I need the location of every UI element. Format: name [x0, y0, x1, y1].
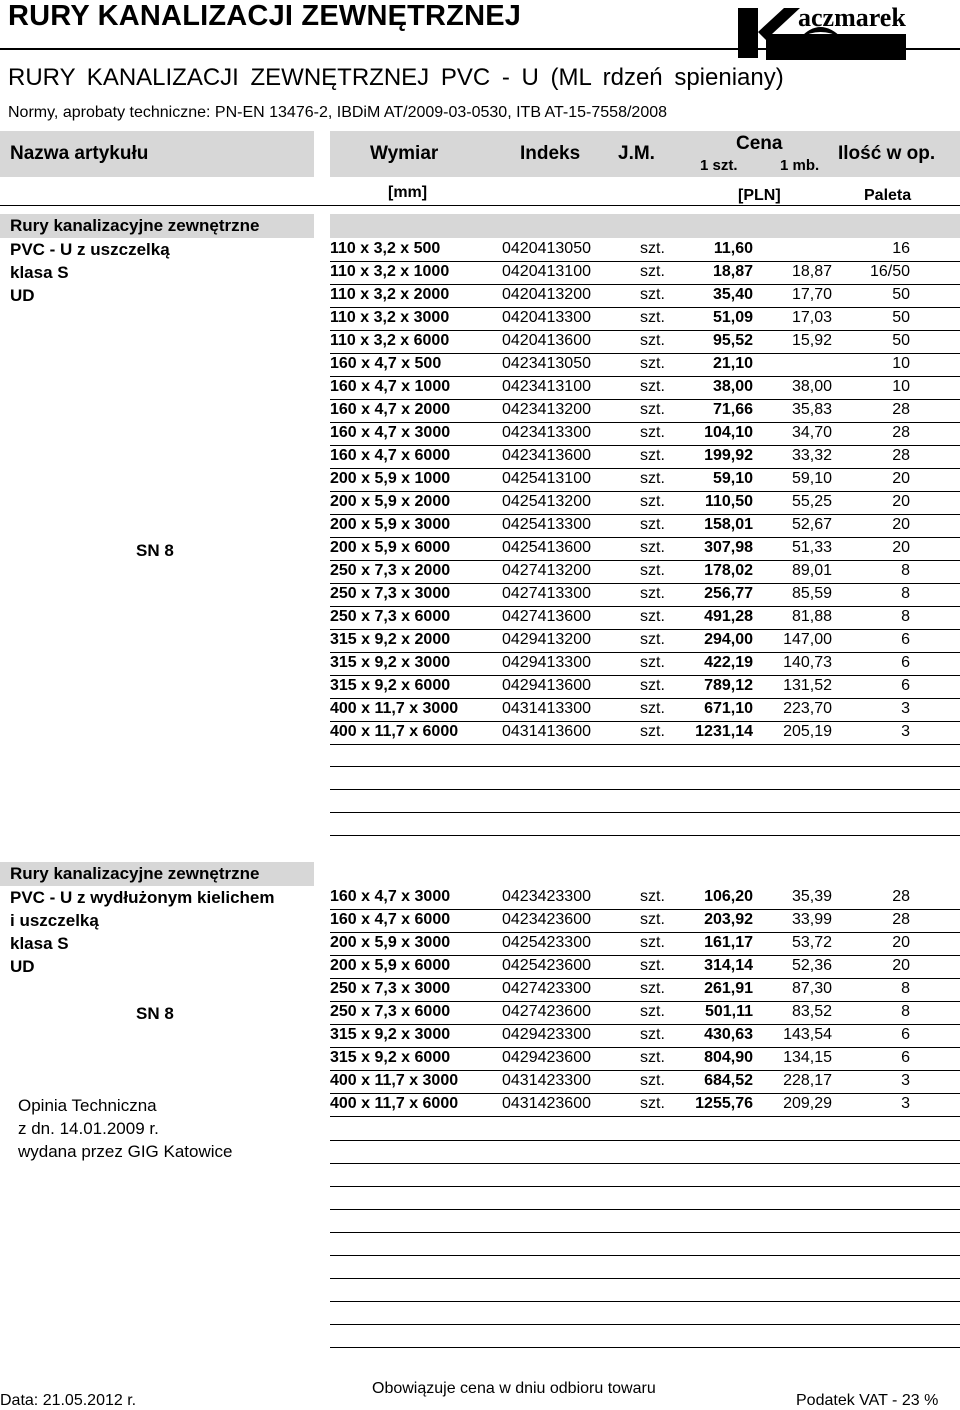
price-meter-cell: 83,52	[791, 1003, 832, 1020]
unit-cell: szt.	[640, 654, 665, 671]
price-meter-cell: 87,30	[791, 980, 832, 997]
table-row	[330, 353, 960, 377]
pallet-cell: 10	[892, 378, 910, 395]
pallet-cell: 16	[892, 240, 910, 257]
table-row	[330, 1093, 960, 1117]
subtitle: RURY KANALIZACJI ZEWNĘTRZNEJ PVC - U (ML rdzeń spieniany)	[8, 64, 784, 91]
col-price: Cena	[736, 133, 783, 154]
kaczmarek-logo	[738, 4, 906, 60]
price-piece-cell: 11,60	[713, 240, 753, 257]
pallet-cell: 20	[892, 957, 910, 974]
unit-cell: szt.	[640, 493, 665, 510]
price-meter-cell: 15,92	[791, 332, 832, 349]
pallet-cell: 6	[901, 677, 910, 694]
unit-cell: szt.	[640, 516, 665, 533]
unit-paleta: Paleta	[864, 187, 912, 204]
dimension-cell: 250 x 7,3 x 6000	[330, 1003, 451, 1020]
table-row	[330, 1024, 960, 1048]
pallet-cell: 8	[901, 585, 910, 602]
table-row	[330, 330, 960, 354]
dimension-cell: 110 x 3,2 x 6000	[330, 332, 450, 349]
table-row	[330, 238, 960, 262]
unit-cell: szt.	[640, 470, 665, 487]
dimension-cell: 200 x 5,9 x 6000	[330, 539, 451, 556]
pallet-cell: 6	[901, 1026, 910, 1043]
index-cell: 0425413600	[502, 539, 591, 556]
dimension-cell: 160 x 4,7 x 6000	[330, 911, 451, 928]
price-meter-cell: 205,19	[783, 723, 832, 740]
price-meter-cell: 89,01	[791, 562, 832, 579]
unit-cell: szt.	[640, 1026, 665, 1043]
unit-cell: szt.	[640, 631, 665, 648]
dimension-cell: 200 x 5,9 x 3000	[330, 934, 451, 951]
table-row	[330, 261, 960, 285]
price-piece-cell: 1255,76	[695, 1095, 753, 1112]
dimension-cell: 200 x 5,9 x 6000	[330, 957, 451, 974]
pallet-cell: 50	[892, 309, 910, 326]
index-cell: 0423413200	[502, 401, 591, 418]
index-cell: 0427423300	[502, 980, 591, 997]
index-cell: 0425413300	[502, 516, 591, 533]
empty-row-line	[330, 1163, 960, 1164]
col-dim: Wymiar	[370, 143, 439, 164]
pallet-cell: 16/50	[869, 263, 910, 280]
table-row	[330, 886, 960, 910]
price-meter-cell: 34,70	[791, 424, 832, 441]
dimension-cell: 160 x 4,7 x 6000	[330, 447, 451, 464]
empty-row-line	[330, 766, 960, 767]
group1-line: PVC - U z uszczelką	[10, 240, 170, 259]
unit-cell: szt.	[640, 585, 665, 602]
pallet-cell: 20	[892, 934, 910, 951]
unit-cell: szt.	[640, 723, 665, 740]
price-meter-cell: 228,17	[783, 1072, 832, 1089]
table-row	[330, 468, 960, 492]
dimension-cell: 250 x 7,3 x 3000	[330, 585, 451, 602]
dimension-cell: 400 x 11,7 x 6000	[330, 723, 459, 740]
group2-line: klasa S	[10, 934, 69, 953]
price-meter-cell: 52,67	[791, 516, 832, 533]
dimension-cell: 315 x 9,2 x 3000	[330, 654, 451, 671]
index-cell: 0429423300	[502, 1026, 591, 1043]
index-cell: 0423413600	[502, 447, 591, 464]
table-row	[330, 422, 960, 446]
dimension-cell: 315 x 9,2 x 6000	[330, 677, 451, 694]
unit-cell: szt.	[640, 240, 665, 257]
price-meter-cell: 33,99	[791, 911, 832, 928]
dimension-cell: 250 x 7,3 x 2000	[330, 562, 451, 579]
price-piece-cell: 38,00	[712, 378, 753, 395]
page-title: RURY KANALIZACJI ZEWNĘTRZNEJ	[8, 0, 522, 32]
pallet-cell: 20	[892, 516, 910, 533]
dimension-cell: 160 x 4,7 x 2000	[330, 401, 451, 418]
price-piece-cell: 789,12	[704, 677, 753, 694]
price-meter-cell: 33,32	[791, 447, 832, 464]
col-price-1: 1 szt.	[700, 157, 738, 174]
svg-text:aczmarek: aczmarek	[798, 4, 906, 32]
pallet-cell: 3	[901, 1072, 910, 1089]
price-piece-cell: 95,52	[712, 332, 753, 349]
table-row	[330, 698, 960, 722]
price-meter-cell: 17,03	[791, 309, 832, 326]
unit-cell: szt.	[640, 332, 665, 349]
index-cell: 0423423600	[502, 911, 591, 928]
pallet-cell: 8	[901, 608, 910, 625]
index-cell: 0423413050	[502, 355, 591, 372]
unit-cell: szt.	[640, 263, 665, 280]
price-meter-cell: 51,33	[791, 539, 832, 556]
table-row	[330, 932, 960, 956]
unit-cell: szt.	[640, 355, 665, 372]
index-cell: 0423413100	[502, 378, 591, 395]
table-row	[330, 1001, 960, 1025]
empty-row-line	[330, 1301, 960, 1302]
pallet-cell: 3	[901, 723, 910, 740]
pallet-cell: 3	[901, 700, 910, 717]
price-piece-cell: 261,91	[704, 980, 753, 997]
unit-cell: szt.	[640, 1072, 665, 1089]
index-cell: 0431413300	[502, 700, 591, 717]
price-piece-cell: 671,10	[704, 700, 753, 717]
unit-cell: szt.	[640, 309, 665, 326]
empty-row-line	[330, 1186, 960, 1187]
price-piece-cell: 422,19	[704, 654, 753, 671]
pallet-cell: 20	[892, 493, 910, 510]
price-piece-cell: 18,87	[712, 263, 753, 280]
price-piece-cell: 256,77	[704, 585, 753, 602]
unit-cell: szt.	[640, 401, 665, 418]
empty-row-line	[330, 789, 960, 790]
empty-row-line	[330, 812, 960, 813]
empty-row-line	[330, 835, 960, 836]
dimension-cell: 200 x 5,9 x 1000	[330, 470, 451, 487]
table-row	[330, 606, 960, 630]
price-piece-cell: 110,50	[704, 493, 753, 510]
header-divider	[0, 48, 960, 50]
price-meter-cell: 35,83	[791, 401, 832, 418]
dimension-cell: 400 x 11,7 x 3000	[330, 1072, 459, 1089]
price-meter-cell: 59,10	[791, 470, 832, 487]
col-index: Indeks	[520, 143, 581, 164]
col-name: Nazwa artykułu	[10, 143, 149, 164]
table-row	[330, 491, 960, 515]
unit-cell: szt.	[640, 562, 665, 579]
price-meter-cell: 143,54	[783, 1026, 832, 1043]
pallet-cell: 3	[901, 1095, 910, 1112]
price-meter-cell: 55,25	[791, 493, 832, 510]
index-cell: 0425413100	[502, 470, 591, 487]
table-row	[330, 376, 960, 400]
price-meter-cell: 134,15	[783, 1049, 832, 1066]
unit-cell: szt.	[640, 286, 665, 303]
group2-title: Rury kanalizacyjne zewnętrzne	[10, 864, 260, 883]
table-row	[330, 583, 960, 607]
index-cell: 0425413200	[502, 493, 591, 510]
pallet-cell: 6	[901, 654, 910, 671]
index-cell: 0427413200	[502, 562, 591, 579]
price-piece-cell: 491,28	[704, 608, 753, 625]
group1-sn: SN 8	[136, 541, 174, 560]
index-cell: 0431413600	[502, 723, 591, 740]
index-cell: 0431423600	[502, 1095, 591, 1112]
index-cell: 0420413300	[502, 309, 591, 326]
empty-row-line	[330, 1140, 960, 1141]
unit-cell: szt.	[640, 608, 665, 625]
unit-cell: szt.	[640, 980, 665, 997]
pallet-cell: 6	[901, 1049, 910, 1066]
price-piece-cell: 314,14	[704, 957, 753, 974]
price-piece-cell: 684,52	[704, 1072, 753, 1089]
dimension-cell: 315 x 9,2 x 6000	[330, 1049, 451, 1066]
table-row	[330, 445, 960, 469]
table-row	[330, 514, 960, 538]
pallet-cell: 20	[892, 470, 910, 487]
group1-line: klasa S	[10, 263, 69, 282]
price-piece-cell: 158,01	[704, 516, 753, 533]
table-row	[330, 675, 960, 699]
pallet-cell: 20	[892, 539, 910, 556]
dimension-cell: 110 x 3,2 x 1000	[330, 263, 450, 280]
price-meter-cell: 18,87	[791, 263, 832, 280]
price-piece-cell: 203,92	[704, 911, 753, 928]
col-price-2: 1 mb.	[780, 157, 820, 174]
unit-cell: szt.	[640, 911, 665, 928]
dimension-cell: 160 x 4,7 x 3000	[330, 888, 451, 905]
unit-cell: szt.	[640, 957, 665, 974]
price-piece-cell: 104,10	[704, 424, 753, 441]
price-piece-cell: 71,66	[712, 401, 753, 418]
table-row	[330, 560, 960, 584]
table-row	[330, 629, 960, 653]
dimension-cell: 160 x 4,7 x 500	[330, 355, 442, 372]
index-cell: 0427423600	[502, 1003, 591, 1020]
price-meter-cell: 147,00	[783, 631, 832, 648]
table-row	[330, 652, 960, 676]
footer-validity: Obowiązuje cena w dniu odbioru towaru	[372, 1380, 656, 1397]
dimension-cell: 200 x 5,9 x 3000	[330, 516, 451, 533]
index-cell: 0427413300	[502, 585, 591, 602]
empty-row-line	[330, 1278, 960, 1279]
group2-line: i uszczelką	[10, 911, 99, 930]
price-piece-cell: 106,20	[704, 888, 753, 905]
table-row	[330, 955, 960, 979]
dimension-cell: 160 x 4,7 x 1000	[330, 378, 451, 395]
unit-cell: szt.	[640, 1003, 665, 1020]
group1-title: Rury kanalizacyjne zewnętrzne	[10, 216, 260, 235]
group2-sn: SN 8	[136, 1004, 174, 1023]
norms-text: Normy, aprobaty techniczne: PN-EN 13476-2, IBDiM AT/2009-03-0530, ITB AT-15-7558/2008	[8, 104, 668, 121]
price-piece-cell: 35,40	[712, 286, 753, 303]
unit-cell: szt.	[640, 424, 665, 441]
index-cell: 0423423300	[502, 888, 591, 905]
unit-cell: szt.	[640, 677, 665, 694]
price-meter-cell: 35,39	[791, 888, 832, 905]
table-row	[330, 978, 960, 1002]
opinion-line: Opinia Techniczna	[18, 1096, 157, 1115]
unit-cell: szt.	[640, 1095, 665, 1112]
pallet-cell: 8	[901, 562, 910, 579]
pallet-cell: 28	[892, 401, 910, 418]
group1-line: UD	[10, 286, 35, 305]
price-piece-cell: 294,00	[704, 631, 753, 648]
empty-row-line	[330, 1347, 960, 1348]
col-qty: Ilość w op.	[838, 143, 936, 164]
footer-vat: Podatek VAT - 23 %	[796, 1392, 939, 1409]
pallet-cell: 28	[892, 424, 910, 441]
table-row	[330, 537, 960, 561]
table-row	[330, 399, 960, 423]
dimension-cell: 400 x 11,7 x 3000	[330, 700, 459, 717]
price-piece-cell: 501,11	[704, 1003, 753, 1020]
pallet-cell: 50	[892, 286, 910, 303]
table-row	[330, 1047, 960, 1071]
header-rule	[0, 205, 960, 206]
index-cell: 0423413300	[502, 424, 591, 441]
price-meter-cell: 85,59	[791, 585, 832, 602]
pallet-cell: 50	[892, 332, 910, 349]
dimension-cell: 315 x 9,2 x 3000	[330, 1026, 451, 1043]
index-cell: 0420413100	[502, 263, 591, 280]
pallet-cell: 8	[901, 980, 910, 997]
unit-cell: szt.	[640, 378, 665, 395]
dimension-cell: 315 x 9,2 x 2000	[330, 631, 451, 648]
dimension-cell: 110 x 3,2 x 500	[330, 240, 441, 257]
empty-row-line	[330, 1255, 960, 1256]
index-cell: 0420413200	[502, 286, 591, 303]
price-piece-cell: 178,02	[704, 562, 753, 579]
price-piece-cell: 21,10	[712, 355, 753, 372]
price-meter-cell: 223,70	[783, 700, 832, 717]
unit-cell: szt.	[640, 447, 665, 464]
group1-title-band-right	[330, 214, 960, 238]
price-piece-cell: 307,98	[704, 539, 753, 556]
unit-cell: szt.	[640, 888, 665, 905]
price-piece-cell: 161,17	[704, 934, 753, 951]
index-cell: 0427413600	[502, 608, 591, 625]
index-cell: 0429413600	[502, 677, 591, 694]
price-meter-cell: 131,52	[783, 677, 832, 694]
dimension-cell: 250 x 7,3 x 6000	[330, 608, 451, 625]
index-cell: 0431423300	[502, 1072, 591, 1089]
index-cell: 0420413050	[502, 240, 591, 257]
opinion-line: z dn. 14.01.2009 r.	[18, 1119, 159, 1138]
table-row	[330, 909, 960, 933]
unit-mm: [mm]	[388, 184, 428, 201]
table-row	[330, 1070, 960, 1094]
pallet-cell: 6	[901, 631, 910, 648]
unit-pln: [PLN]	[738, 187, 781, 204]
price-piece-cell: 51,09	[712, 309, 753, 326]
index-cell: 0429423600	[502, 1049, 591, 1066]
price-meter-cell: 209,29	[783, 1095, 832, 1112]
table-row	[330, 721, 960, 745]
dimension-cell: 110 x 3,2 x 3000	[330, 309, 450, 326]
pallet-cell: 8	[901, 1003, 910, 1020]
index-cell: 0429413300	[502, 654, 591, 671]
dimension-cell: 200 x 5,9 x 2000	[330, 493, 451, 510]
index-cell: 0425423600	[502, 957, 591, 974]
price-meter-cell: 52,36	[791, 957, 832, 974]
price-meter-cell: 17,70	[791, 286, 832, 303]
index-cell: 0425423300	[502, 934, 591, 951]
pallet-cell: 28	[892, 447, 910, 464]
dimension-cell: 160 x 4,7 x 3000	[330, 424, 451, 441]
pallet-cell: 28	[892, 888, 910, 905]
unit-cell: szt.	[640, 1049, 665, 1066]
pallet-cell: 28	[892, 911, 910, 928]
index-cell: 0420413600	[502, 332, 591, 349]
col-jm: J.M.	[618, 143, 655, 164]
empty-row-line	[330, 1324, 960, 1325]
unit-cell: szt.	[640, 700, 665, 717]
opinion-line: wydana przez GIG Katowice	[18, 1142, 233, 1161]
price-meter-cell: 53,72	[791, 934, 832, 951]
index-cell: 0429413200	[502, 631, 591, 648]
unit-cell: szt.	[640, 934, 665, 951]
dimension-cell: 110 x 3,2 x 2000	[330, 286, 450, 303]
table-row	[330, 307, 960, 331]
group2-line: UD	[10, 957, 35, 976]
pallet-cell: 10	[892, 355, 910, 372]
empty-row-line	[330, 1232, 960, 1233]
price-meter-cell: 38,00	[791, 378, 832, 395]
group2-line: PVC - U z wydłużonym kielichem	[10, 888, 275, 907]
unit-cell: szt.	[640, 539, 665, 556]
table-row	[330, 284, 960, 308]
empty-row-line	[330, 1209, 960, 1210]
price-piece-cell: 430,63	[704, 1026, 753, 1043]
price-meter-cell: 81,88	[791, 608, 832, 625]
dimension-cell: 400 x 11,7 x 6000	[330, 1095, 459, 1112]
dimension-cell: 250 x 7,3 x 3000	[330, 980, 451, 997]
price-piece-cell: 59,10	[712, 470, 753, 487]
price-piece-cell: 199,92	[704, 447, 753, 464]
price-piece-cell: 1231,14	[695, 723, 753, 740]
footer-date: Data: 21.05.2012 r.	[0, 1392, 137, 1409]
price-piece-cell: 804,90	[704, 1049, 753, 1066]
price-meter-cell: 140,73	[783, 654, 832, 671]
